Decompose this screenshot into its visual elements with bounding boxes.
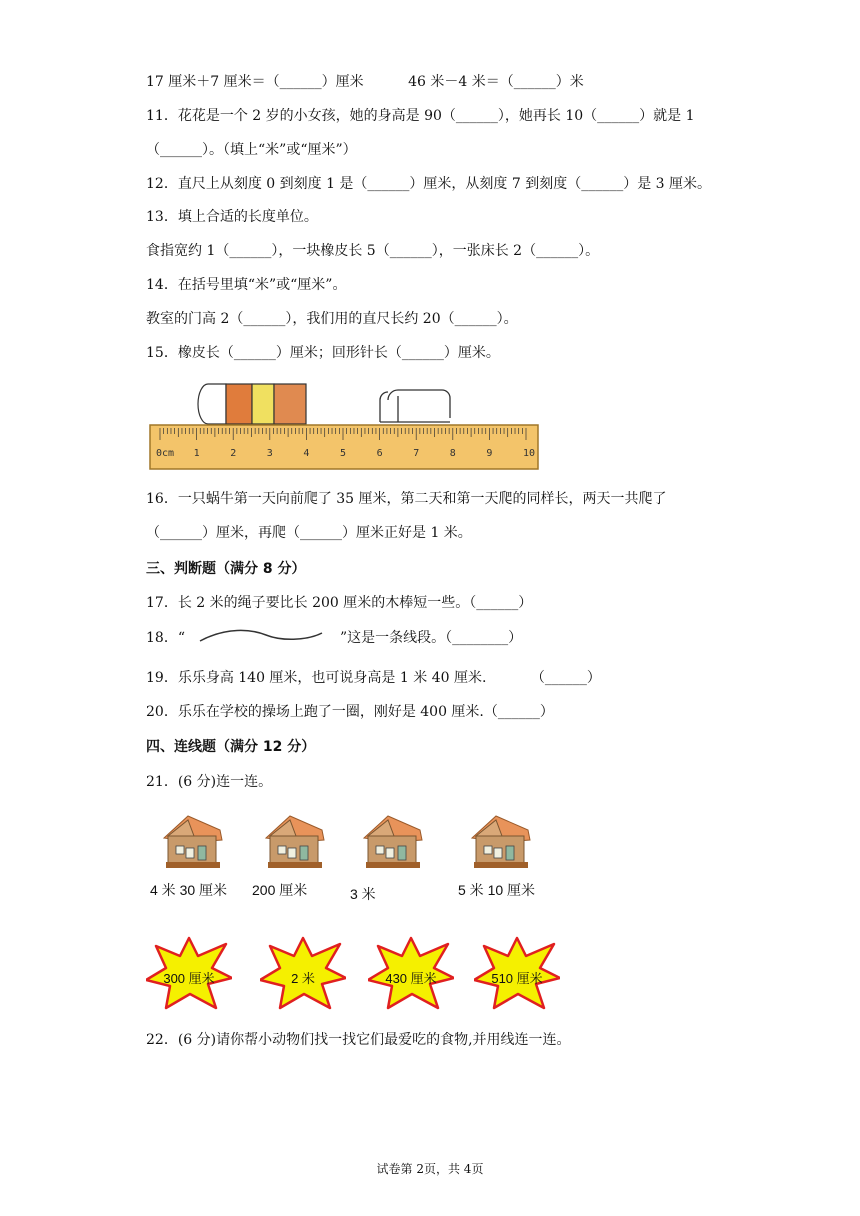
- q18-line-end: ”这是一条线段。（________）: [340, 630, 523, 646]
- ruler-number: 6: [376, 448, 383, 459]
- ruler-number: 9: [486, 448, 493, 459]
- ruler-unit-label: 0cm: [156, 448, 175, 459]
- wavy-line-image: [196, 627, 326, 647]
- q22-line: 22．(6 分)请你帮小动物们找一找它们最爱吃的食物,并用线连一连。: [146, 1032, 571, 1048]
- ruler-number: 5: [340, 448, 347, 459]
- section-3-heading: 三、判断题（满分 8 分）: [146, 561, 306, 577]
- section-4-heading: 四、连线题（满分 12 分）: [146, 739, 316, 755]
- eraser-image: [198, 384, 306, 424]
- q13-sub-line: 食指宽约 1（______），一块橡皮长 5（______），一张床长 2（______）。: [146, 243, 600, 259]
- ruler-number: 1: [193, 448, 200, 459]
- house-image: [158, 812, 226, 874]
- ruler-number: 10: [523, 448, 536, 459]
- q17-line: 17．长 2 米的绳子要比长 200 厘米的木棒短一些。（______）: [146, 595, 533, 611]
- page-footer: 试卷第 2页，共 4页: [376, 1162, 484, 1176]
- house-label: 3 米: [350, 886, 376, 902]
- star-label: 2 米: [291, 971, 315, 986]
- house-label: 4 米 30 厘米: [150, 882, 228, 898]
- q13-line: 13．填上合适的长度单位。: [146, 209, 318, 225]
- house-image: [260, 812, 328, 874]
- house-label: 5 米 10 厘米: [458, 882, 536, 898]
- ruler-number: 2: [230, 448, 237, 459]
- house-image: [358, 812, 426, 874]
- ruler-number: 8: [449, 448, 456, 459]
- q21-line: 21．(6 分)连一连。: [146, 774, 273, 790]
- ruler-number: 4: [303, 448, 310, 459]
- q18-line-start: 18．“: [146, 630, 185, 646]
- house-image: [466, 812, 534, 874]
- star-label: 300 厘米: [163, 971, 215, 986]
- q10-line: 17 厘米＋7 厘米＝（______）厘米 46 米－4 米＝（______）米: [146, 74, 584, 90]
- house-label: 200 厘米: [252, 882, 308, 898]
- q20-line: 20．乐乐在学校的操场上跑了一圈，刚好是 400 厘米.（______）: [146, 704, 554, 720]
- q19-line: 19．乐乐身高 140 厘米，也可说身高是 1 米 40 厘米. （______）: [146, 670, 601, 686]
- ruler-number: 7: [413, 448, 420, 459]
- q15-line: 15．橡皮长（______）厘米；回形针长（______）厘米。: [146, 345, 500, 361]
- q16-line-2: （______）厘米，再爬（______）厘米正好是 1 米。: [146, 525, 472, 541]
- ruler-body: [150, 425, 538, 469]
- ruler-number: 3: [266, 448, 273, 459]
- star-label: 510 厘米: [491, 971, 543, 986]
- q16-line-1: 16．一只蜗牛第一天向前爬了 35 厘米，第二天和第一天爬的同样长，两天一共爬了: [146, 491, 667, 507]
- paperclip-image: [380, 390, 450, 422]
- star-label: 430 厘米: [385, 971, 437, 986]
- q11-line-1: 11．花花是一个 2 岁的小女孩，她的身高是 90（______），她再长 10（______）就是 1: [146, 108, 695, 124]
- q11-line-2: （______）。（填上“米”或“厘米”）: [146, 142, 357, 158]
- q12-line: 12．直尺上从刻度 0 到刻度 1 是（______）厘米，从刻度 7 到刻度（______）是 3 厘米。: [146, 176, 712, 192]
- ruler-figure: [148, 380, 540, 472]
- q14-sub-line: 教室的门高 2（______），我们用的直尺长约 20（______）。: [146, 311, 518, 327]
- q14-line: 14．在括号里填“米”或“厘米”。: [146, 277, 347, 293]
